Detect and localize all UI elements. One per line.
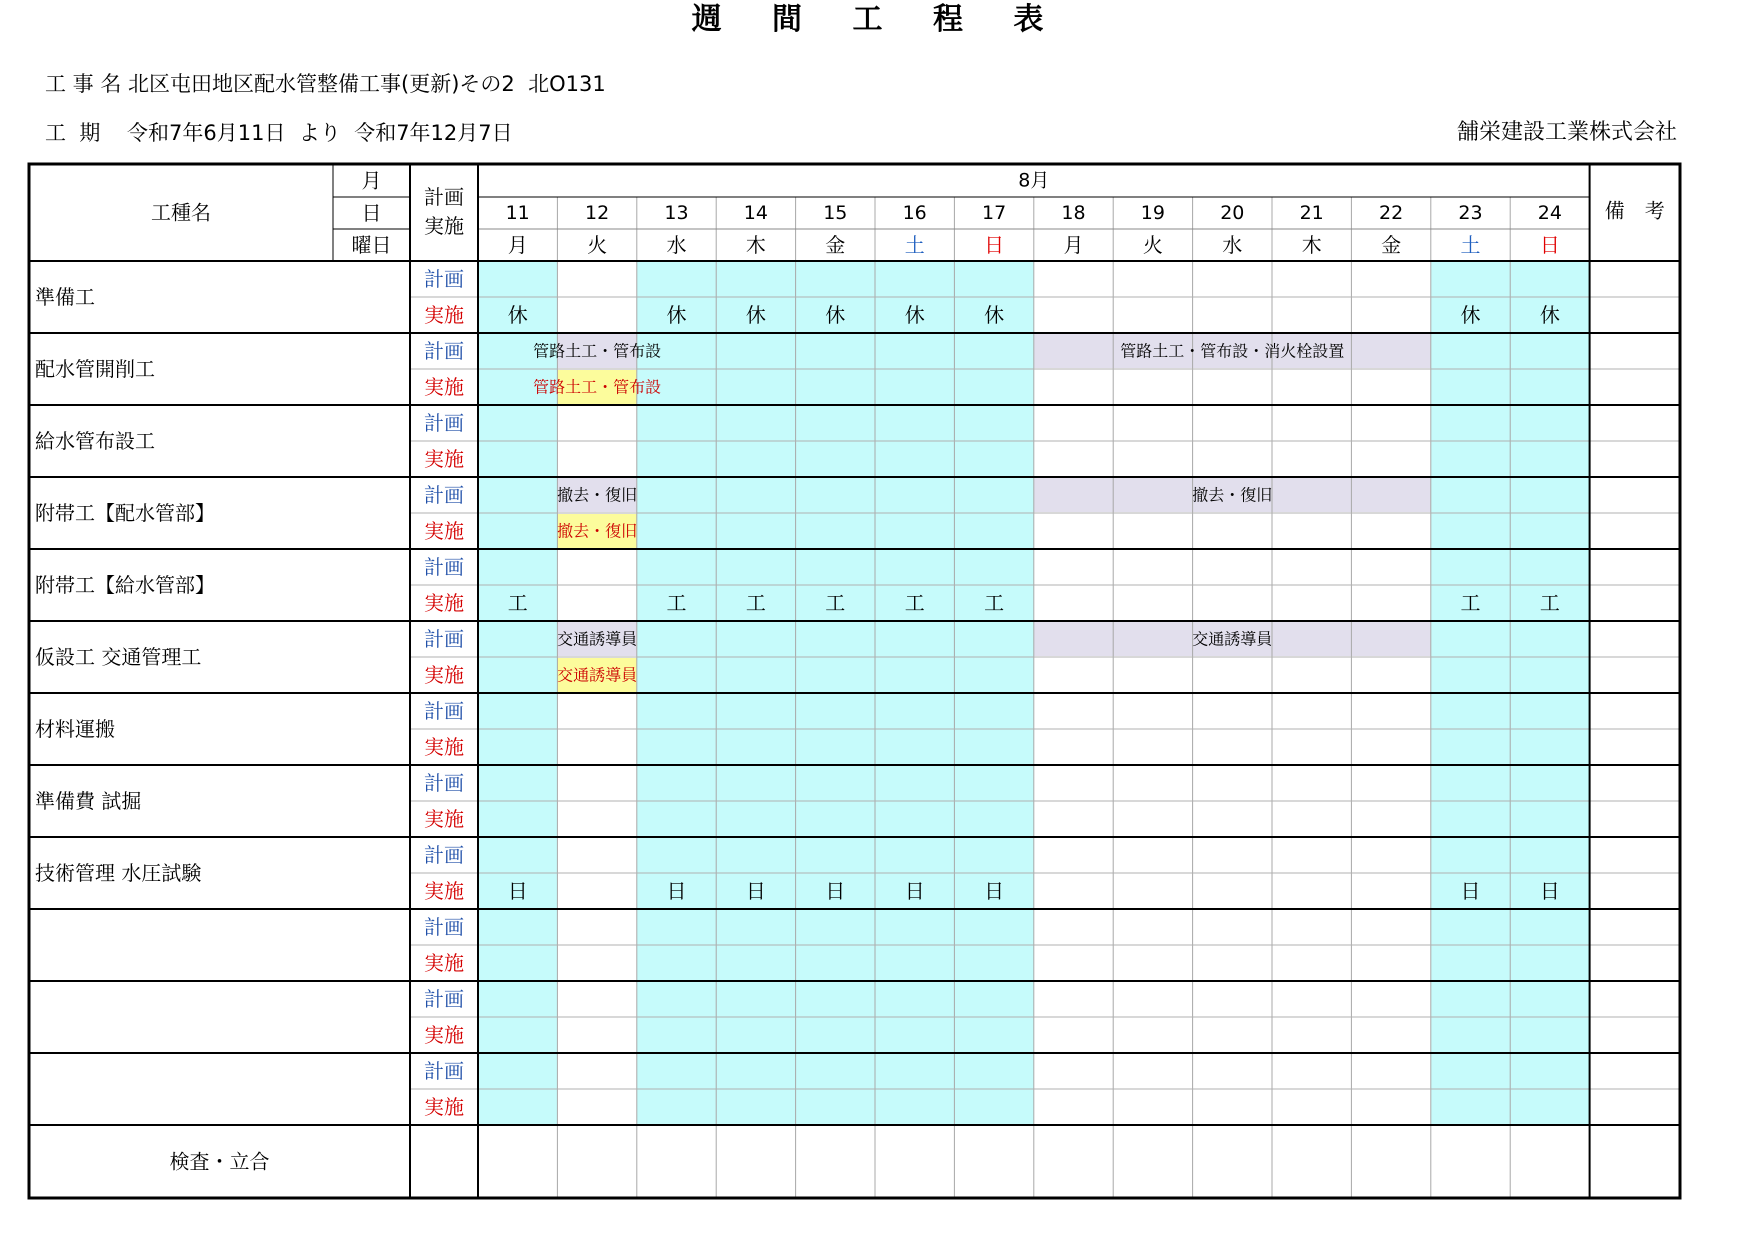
day-mark: 工 xyxy=(904,591,925,615)
day-number-12: 12 xyxy=(585,202,610,224)
day-mark: 日 xyxy=(984,879,1005,903)
plan-label: 計画 xyxy=(424,267,464,291)
day-mark: 休 xyxy=(825,303,846,327)
plan-bar-text: 管路土工・管布設・消火栓設置 xyxy=(1120,341,1345,361)
day-number-16: 16 xyxy=(902,202,927,224)
day-number-23: 23 xyxy=(1458,202,1483,224)
plan-label: 計画 xyxy=(424,771,464,795)
actual-label: 実施 xyxy=(424,447,464,471)
task-name: 材料運搬 xyxy=(35,717,115,741)
weekday-20: 水 xyxy=(1222,233,1243,257)
day-number-17: 17 xyxy=(982,202,1007,224)
day-mark: 日 xyxy=(1460,879,1481,903)
actual-label: 実施 xyxy=(424,951,464,975)
day-number-22: 22 xyxy=(1379,202,1404,224)
actual-label: 実施 xyxy=(424,375,464,399)
plan-label: 計画 xyxy=(424,843,464,867)
header-day-label: 日 xyxy=(361,201,382,225)
day-number-24: 24 xyxy=(1537,202,1562,224)
day-mark: 工 xyxy=(1460,591,1481,615)
task-name: 附帯工【配水管部】 xyxy=(35,501,215,525)
actual-bar-text: 撤去・復旧 xyxy=(557,521,638,541)
plan-label: 計画 xyxy=(424,555,464,579)
day-mark: 日 xyxy=(507,879,528,903)
header-month-label: 月 xyxy=(361,168,382,193)
plan-bar-text: 管路土工・管布設 xyxy=(533,341,662,361)
day-mark: 休 xyxy=(745,303,766,327)
company-name: 舗栄建設工業株式会社 xyxy=(1456,120,1677,145)
day-number-18: 18 xyxy=(1061,202,1086,224)
plan-label: 計画 xyxy=(424,915,464,939)
actual-bar-text: 交通誘導員 xyxy=(557,665,638,685)
header-koushu-label: 工種名 xyxy=(151,200,211,225)
plan-bar-text: 撤去・復旧 xyxy=(1192,485,1273,505)
actual-label: 実施 xyxy=(424,1095,464,1119)
day-mark: 休 xyxy=(984,303,1005,327)
actual-bar-text: 管路土工・管布設 xyxy=(533,377,662,397)
day-mark: 工 xyxy=(984,591,1005,615)
day-mark: 休 xyxy=(1539,303,1560,327)
day-mark: 日 xyxy=(666,879,687,903)
day-mark: 日 xyxy=(1539,879,1560,903)
header-plan-label: 計画 xyxy=(424,185,464,209)
day-mark: 日 xyxy=(745,879,766,903)
day-number-13: 13 xyxy=(664,202,689,224)
plan-label: 計画 xyxy=(424,483,464,507)
weekday-12: 火 xyxy=(587,233,608,257)
task-name: 技術管理 水圧試験 xyxy=(35,861,202,885)
plan-label: 計画 xyxy=(424,627,464,651)
weekday-21: 木 xyxy=(1301,233,1322,257)
inspection-label: 検査・立合 xyxy=(169,1149,270,1174)
plan-bar-text: 撤去・復旧 xyxy=(557,485,638,505)
header-weekday-label: 曜日 xyxy=(351,233,392,257)
actual-label: 実施 xyxy=(424,663,464,687)
project-name: 工 事 名 北区屯田地区配水管整備工事(更新)その2 北O131 xyxy=(45,72,606,96)
day-number-15: 15 xyxy=(823,202,848,224)
actual-label: 実施 xyxy=(424,807,464,831)
day-mark: 工 xyxy=(666,591,687,615)
day-mark: 日 xyxy=(904,879,925,903)
page-title: 週 間 工 程 表 xyxy=(691,2,1064,37)
day-number-20: 20 xyxy=(1220,202,1245,224)
plan-label: 計画 xyxy=(424,987,464,1011)
actual-label: 実施 xyxy=(424,519,464,543)
construction-period: 工 期 令和7年6月11日 より 令和7年12月7日 xyxy=(45,121,513,145)
day-number-11: 11 xyxy=(505,202,530,224)
weekday-24: 日 xyxy=(1539,233,1560,257)
weekday-22: 金 xyxy=(1381,233,1402,257)
plan-label: 計画 xyxy=(424,339,464,363)
weekday-16: 土 xyxy=(904,233,925,257)
plan-label: 計画 xyxy=(424,699,464,723)
weekday-11: 月 xyxy=(507,233,528,257)
actual-label: 実施 xyxy=(424,1023,464,1047)
day-mark: 工 xyxy=(507,591,528,615)
day-mark: 休 xyxy=(666,303,687,327)
plan-label: 計画 xyxy=(424,1059,464,1083)
day-number-14: 14 xyxy=(743,202,768,224)
header-month-value: 8月 xyxy=(1018,169,1050,192)
actual-label: 実施 xyxy=(424,735,464,759)
weekday-13: 水 xyxy=(666,233,687,257)
weekday-23: 土 xyxy=(1460,233,1481,257)
plan-bar-text: 交通誘導員 xyxy=(557,629,638,649)
day-mark: 工 xyxy=(745,591,766,615)
day-number-21: 21 xyxy=(1299,202,1324,224)
weekday-14: 木 xyxy=(745,233,766,257)
task-name: 配水管開削工 xyxy=(35,357,155,381)
task-name: 仮設工 交通管理工 xyxy=(35,645,202,669)
day-mark: 休 xyxy=(507,303,528,327)
plan-bar-text: 交通誘導員 xyxy=(1192,629,1273,649)
actual-label: 実施 xyxy=(424,303,464,327)
header-remarks-label: 備 考 xyxy=(1604,198,1665,223)
day-mark: 工 xyxy=(825,591,846,615)
day-mark: 休 xyxy=(1460,303,1481,327)
header-actual-label: 実施 xyxy=(424,214,464,238)
plan-label: 計画 xyxy=(424,411,464,435)
task-name: 附帯工【給水管部】 xyxy=(35,573,215,597)
weekday-18: 月 xyxy=(1063,233,1084,257)
day-number-19: 19 xyxy=(1140,202,1165,224)
weekday-19: 火 xyxy=(1142,233,1163,257)
day-mark: 休 xyxy=(904,303,925,327)
task-name: 準備工 xyxy=(35,285,95,309)
actual-label: 実施 xyxy=(424,591,464,615)
task-name: 給水管布設工 xyxy=(35,429,155,453)
task-name: 準備費 試掘 xyxy=(35,789,142,813)
weekday-17: 日 xyxy=(984,233,1005,257)
actual-label: 実施 xyxy=(424,879,464,903)
day-mark: 工 xyxy=(1539,591,1560,615)
weekday-15: 金 xyxy=(825,233,846,257)
day-mark: 日 xyxy=(825,879,846,903)
